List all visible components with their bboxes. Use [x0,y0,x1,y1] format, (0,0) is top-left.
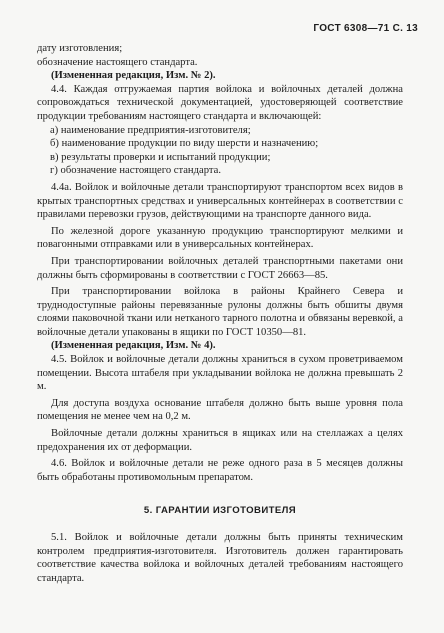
paragraph: Для доступа воздуха основание штабеля должно быть выше уровня пола помещения не менее чем на 0,2 м. [37,397,403,423]
paragraph: Войлочные детали должны храниться в ящиках или на стеллажах а целях предохранения их от деформации. [37,428,403,453]
paragraph: При транспортировании войлока в районы Крайнего Севера и труднодоступные районы перевязанные рулоны должны быть обшиты двумя слоями паковочной ткани или нетканого тарного полотна и обвязаны веревкой, а войлочные детали упакованы в ящики по ГОСТ 10350—81. [37,286,403,338]
list-item: в) результаты проверки и испытаний продукции; [50,151,271,163]
paragraph: При транспортировании войлочных деталей транспортными пакетами они должны быть сформированы в соответствии с ГОСТ 26663—85. [37,255,403,281]
list-item: г) обозначение настоящего стандарта. [50,165,221,177]
list-item: б) наименование продукции по виду шерсти и назначению; [50,138,319,150]
amendment-note: (Измененная редакция, Изм. № 4). [51,340,216,352]
page-header: ГОСТ 6308—71 С. 13 [313,23,418,34]
clause-4-4a: 4.4а. Войлок и войлочные детали транспортируют транспортом всех видов в крытых транспортных средствах и универсальных контейнерах в соответствии с правилами перевозки грузов, действующими на транспорте данного вида. [37,181,403,221]
paragraph: дату изготовления; [37,43,123,54]
amendment-note: (Измененная редакция, Изм. № 2). [51,70,216,82]
clause-4-4: 4.4. Каждая отгружаемая партия войлока и войлочных деталей должна сопровождаться технической документацией, удостоверяющей соответствие продукции требованиям настоящего стандарта и включающей: [37,83,403,122]
clause-4-5: 4.5. Войлок и войлочные детали должны храниться в сухом проветриваемом помещении. Высота штабеля при укладывании войлока не должна превышать 2 м. [37,354,403,393]
clause-5-1: 5.1. Войлок и войлочные детали должны быть приняты техническим контролем предприятия-изготовителя. Изготовитель должен гарантировать соответствие качества войлока и войлочных деталей требованиям настоящего стандарта. [37,532,403,584]
section-heading: 5. ГАРАНТИИ ИЗГОТОВИТЕЛЯ [143,505,297,517]
paragraph: По железной дороге указанную продукцию транспортируют мелкими и повагонными отправками или в универсальных контейнерах. [37,225,403,251]
list-item: а) наименование предприятия-изготовителя; [50,124,251,136]
paragraph: обозначение настоящего стандарта. [37,56,198,68]
clause-4-6: 4.6. Войлок и войлочные детали не реже одного раза в 5 месяцев должны быть обработаны противомольным препаратом. [37,458,403,483]
document-body [37,42,403,585]
